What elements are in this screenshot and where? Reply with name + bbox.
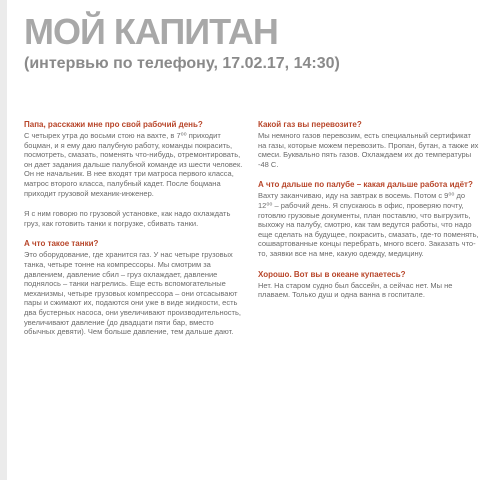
answer-text: Вахту заканчиваю, иду на завтрак в восемь. Потом с 9⁰⁰ до 12⁰⁰ – рабочий день. Я спускаюсь в офис, проверяю почту, готовлю грузовые документы, план поставлю, что выгрузить, выхожу на палубу, смотрю, как там ведутся работы, что надо еще сделать на будущее, покрасить, смазать, где-то поменять, сошвартованные концы перебрать, много всего. Заказать что-то, заявки все на мне, какую одежду, медицину. [258,191,479,258]
qa-block [24,209,246,228]
page-title: МОЙ КАПИТАН [24,11,278,52]
question-text: Хорошо. Вот вы в океане купаетесь? [258,269,406,279]
answer-text: С четырех утра до восьми стою на вахте, в 7⁰⁰ приходит боцман, и я ему даю палубную работу, команды покрасить, посмотреть, смазать, поменять что-нибудь, отремонтировать, он дает задания дальше палубной команде из шести человек. Он не начальник. В нее входят три матроса первого класса, матрос второго класса, палубный кадет. После боцмана приходит грузовой механик-инженер. [24,131,243,198]
qa-block [24,239,246,336]
left-column [24,120,246,348]
page-subtitle: (интервью по телефону, 17.02.17, 14:30) [24,55,340,72]
answer-text: Это оборудование, где хранится газ. У нас четыре грузовых танка, четыре тонне на компрессоры. Мы смотрим за давлением, давление сбил – груз охлаждает, давление поднялось – танки нагрелись. Еще есть вспомогательные механизмы, четыре грузовых компрессора – они отсасывают пары и сжимают их, подаются они уже в виде жидкости, есть два бустерных насоса, они увеличивают производительность, увеличивают давление (до двадцати пяти бар, вместо обычных девяти). Чем больше давление, тем дальше дают. [24,250,241,337]
answer-text: Я с ним говорю по грузовой установке, как надо охлаждать груз, как готовить танки к погрузке, сбивать танки. [24,209,231,228]
qa-block [258,270,480,300]
qa-block [258,180,480,258]
answer-text: Нет. На старом судно был бассейн, а сейчас нет. Мы не плаваем. Только душ и одна ванна в госпитале. [258,280,453,300]
question-text: Какой газ вы перевозите? [258,120,362,129]
answer-text: Мы немного газов перевозим, есть специальный сертификат на газы, которые можем перевозить. Пропан, бутан, а также их смеси. Буквально пять газов. Охлаждаем их до температуры -48 С. [258,131,479,169]
page-edge [0,0,7,480]
right-column [258,120,480,311]
qa-block [24,120,246,198]
qa-block [258,120,480,169]
question-text: А что дальше по палубе – какая дальше работа идёт? [258,180,473,190]
question-text: Папа, расскажи мне про свой рабочий день? [24,120,203,129]
question-text: А что такое танки? [24,239,99,249]
